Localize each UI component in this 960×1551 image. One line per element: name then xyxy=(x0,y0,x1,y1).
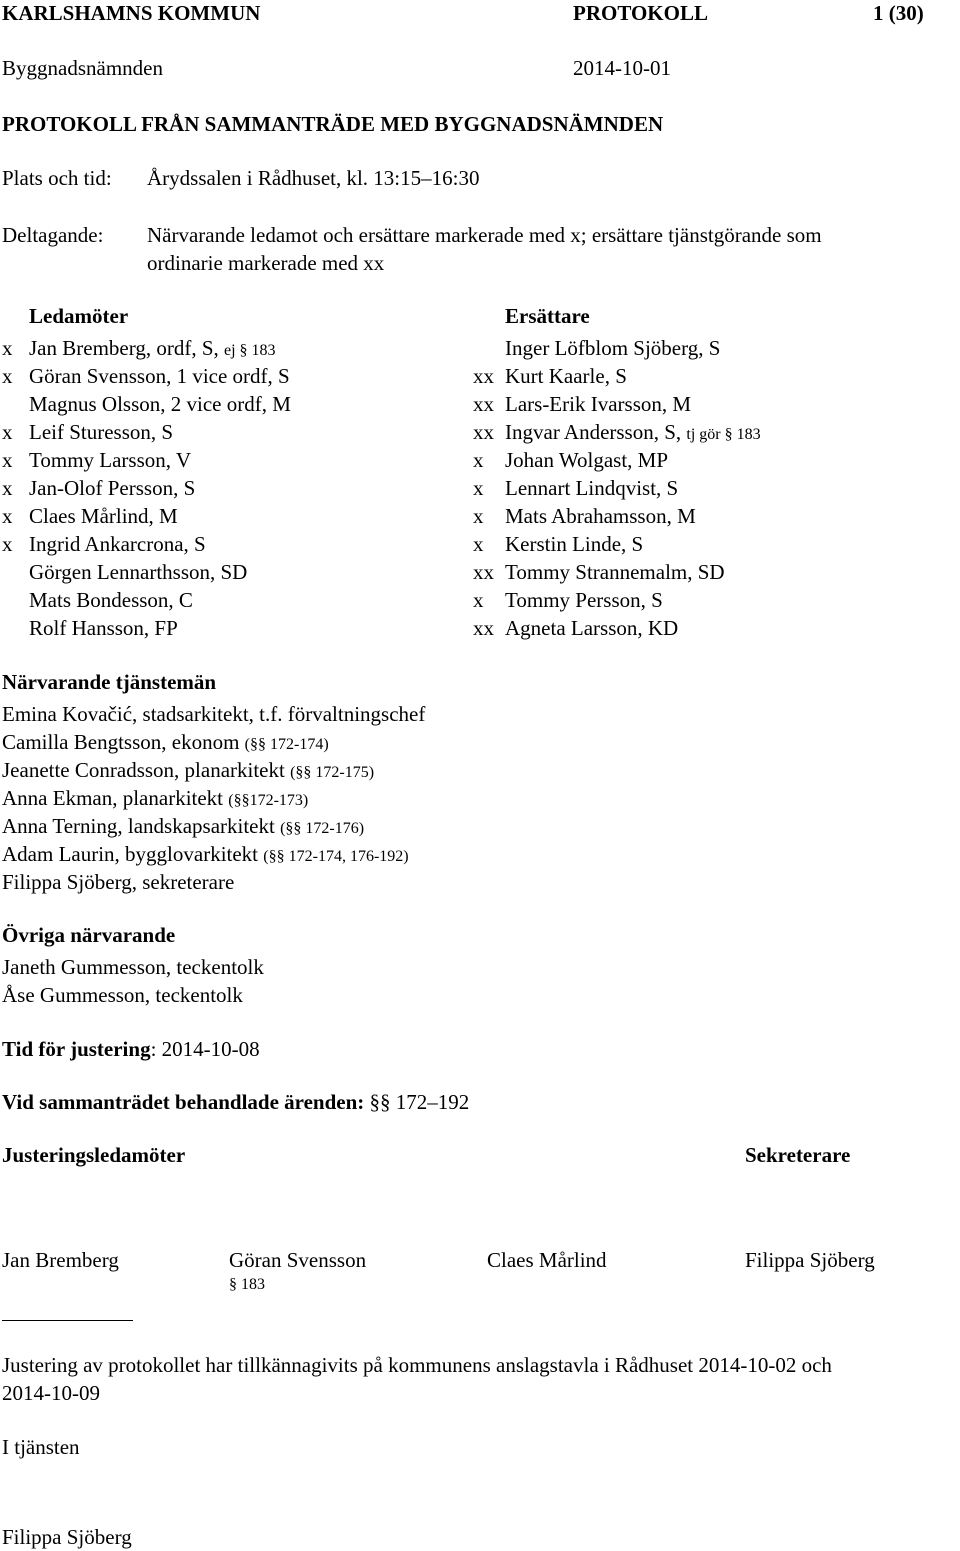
member-mark: x xyxy=(2,476,13,500)
substitute-name: Tommy Persson, S xyxy=(505,588,663,612)
official-note: (§§ 172-174, 176-192) xyxy=(263,848,409,865)
others-heading: Övriga närvarande xyxy=(2,923,176,947)
substitutes-heading: Ersättare xyxy=(505,304,590,328)
page-number: 1 (30) xyxy=(873,1,924,25)
member-mark: x xyxy=(2,336,13,360)
place-time-label: Plats och tid: xyxy=(2,166,112,190)
official-text: Adam Laurin, bygglovarkitekt xyxy=(2,842,259,866)
signatory-svensson: Göran Svensson xyxy=(229,1248,367,1272)
official-row xyxy=(2,788,308,809)
substitute-name-text: Ingvar Andersson, S, xyxy=(505,420,682,444)
other-attendee: Janeth Gummesson, teckentolk xyxy=(2,955,264,979)
substitute-name: Kerstin Linde, S xyxy=(505,532,644,556)
substitute-mark: x xyxy=(473,476,484,500)
substitute-name xyxy=(505,422,761,443)
member-name-text: Jan Bremberg, ordf, S, xyxy=(29,336,219,360)
signatory-bremberg: Jan Bremberg xyxy=(2,1248,119,1272)
member-name: Ingrid Ankarcrona, S xyxy=(29,532,206,556)
signatory-svensson-note: § 183 xyxy=(229,1276,265,1293)
place-time-value: Årydssalen i Rådhuset, kl. 13:15–16:30 xyxy=(147,166,480,190)
official-row xyxy=(2,704,425,725)
official-row xyxy=(2,872,234,893)
notice-line1: Justering av protokollet har tillkännagivits på kommunens anslagstavla i Rådhuset 2014-10-02 och xyxy=(2,1353,832,1377)
member-name: Rolf Hansson, FP xyxy=(29,616,178,640)
member-mark: x xyxy=(2,364,13,388)
signatory-marlind: Claes Mårlind xyxy=(487,1248,607,1272)
official-text: Anna Ekman, planarkitekt xyxy=(2,786,224,810)
member-name: Jan-Olof Persson, S xyxy=(29,476,196,500)
member-name: Leif Sturesson, S xyxy=(29,420,174,444)
handled-items-value: §§ 172–192 xyxy=(369,1090,470,1114)
member-name xyxy=(29,338,276,359)
participants-text-line2: ordinarie markerade med xx xyxy=(147,251,385,275)
substitute-note: tj gör § 183 xyxy=(686,426,761,443)
member-name: Tommy Larsson, V xyxy=(29,448,192,472)
substitute-mark: x xyxy=(473,448,484,472)
substitute-name: Kurt Kaarle, S xyxy=(505,364,627,388)
notice-line2: 2014-10-09 xyxy=(2,1381,100,1405)
substitute-name: Lennart Lindqvist, S xyxy=(505,476,679,500)
substitute-name: Lars-Erik Ivarsson, M xyxy=(505,392,692,416)
substitute-mark: x xyxy=(473,504,484,528)
participants-text-line1: Närvarande ledamot och ersättare markerade med x; ersättare tjänstgörande som xyxy=(147,223,822,247)
adjustment-value: : 2014-10-08 xyxy=(150,1037,260,1061)
substitute-name: Mats Abrahamsson, M xyxy=(505,504,696,528)
handled-items-line xyxy=(2,1092,469,1113)
official-row xyxy=(2,844,409,865)
substitute-name: Agneta Larsson, KD xyxy=(505,616,679,640)
official-row xyxy=(2,760,374,781)
meeting-date: 2014-10-01 xyxy=(573,56,671,80)
in-service-label: I tjänsten xyxy=(2,1435,80,1459)
member-name: Magnus Olsson, 2 vice ordf, M xyxy=(29,392,291,416)
secretary-heading: Sekreterare xyxy=(745,1143,851,1167)
document-type: PROTOKOLL xyxy=(573,1,708,25)
substitute-mark: xx xyxy=(473,560,494,584)
final-signature: Filippa Sjöberg xyxy=(2,1525,132,1549)
officials-heading: Närvarande tjänstemän xyxy=(2,670,217,694)
member-mark: x xyxy=(2,420,13,444)
handled-items-label: Vid sammanträdet behandlade ärenden: xyxy=(2,1090,365,1114)
member-mark: x xyxy=(2,532,13,556)
participants-label: Deltagande: xyxy=(2,223,104,247)
adjustment-label: Tid för justering xyxy=(2,1037,151,1061)
substitute-mark: x xyxy=(473,532,484,556)
adjusters-heading: Justeringsledamöter xyxy=(2,1143,186,1167)
member-name: Mats Bondesson, C xyxy=(29,588,193,612)
official-text: Jeanette Conradsson, planarkitekt xyxy=(2,758,285,782)
board-name: Byggnadsnämnden xyxy=(2,56,163,80)
substitute-name: Inger Löfblom Sjöberg, S xyxy=(505,336,721,360)
substitute-mark: xx xyxy=(473,420,494,444)
substitute-mark: xx xyxy=(473,616,494,640)
substitute-mark: xx xyxy=(473,364,494,388)
official-text: Camilla Bengtsson, ekonom xyxy=(2,730,240,754)
municipality-name: KARLSHAMNS KOMMUN xyxy=(2,1,261,25)
substitute-mark: xx xyxy=(473,392,494,416)
member-mark: x xyxy=(2,448,13,472)
divider-line xyxy=(2,1320,133,1321)
official-text: Filippa Sjöberg, sekreterare xyxy=(2,870,235,894)
member-mark: x xyxy=(2,504,13,528)
official-row xyxy=(2,732,329,753)
substitute-name: Tommy Strannemalm, SD xyxy=(505,560,725,584)
member-name: Göran Svensson, 1 vice ordf, S xyxy=(29,364,290,388)
member-name: Claes Mårlind, M xyxy=(29,504,178,528)
official-text: Anna Terning, landskapsarkitekt xyxy=(2,814,275,838)
adjustment-line xyxy=(2,1039,260,1060)
official-note: (§§ 172-176) xyxy=(280,820,365,837)
official-note: (§§ 172-174) xyxy=(244,736,329,753)
members-heading: Ledamöter xyxy=(29,304,129,328)
signatory-sjoberg: Filippa Sjöberg xyxy=(745,1248,875,1272)
substitute-mark: x xyxy=(473,588,484,612)
official-note: (§§ 172-175) xyxy=(290,764,375,781)
member-name: Görgen Lennarthsson, SD xyxy=(29,560,248,584)
official-text: Emina Kovačić, stadsarkitekt, t.f. förvaltningschef xyxy=(2,702,426,726)
substitute-name: Johan Wolgast, MP xyxy=(505,448,669,472)
member-note: ej § 183 xyxy=(224,342,276,359)
document-title: PROTOKOLL FRÅN SAMMANTRÄDE MED BYGGNADSNÄMNDEN xyxy=(2,112,664,136)
other-attendee: Åse Gummesson, teckentolk xyxy=(2,983,243,1007)
official-note: (§§172-173) xyxy=(228,792,309,809)
official-row xyxy=(2,816,364,837)
